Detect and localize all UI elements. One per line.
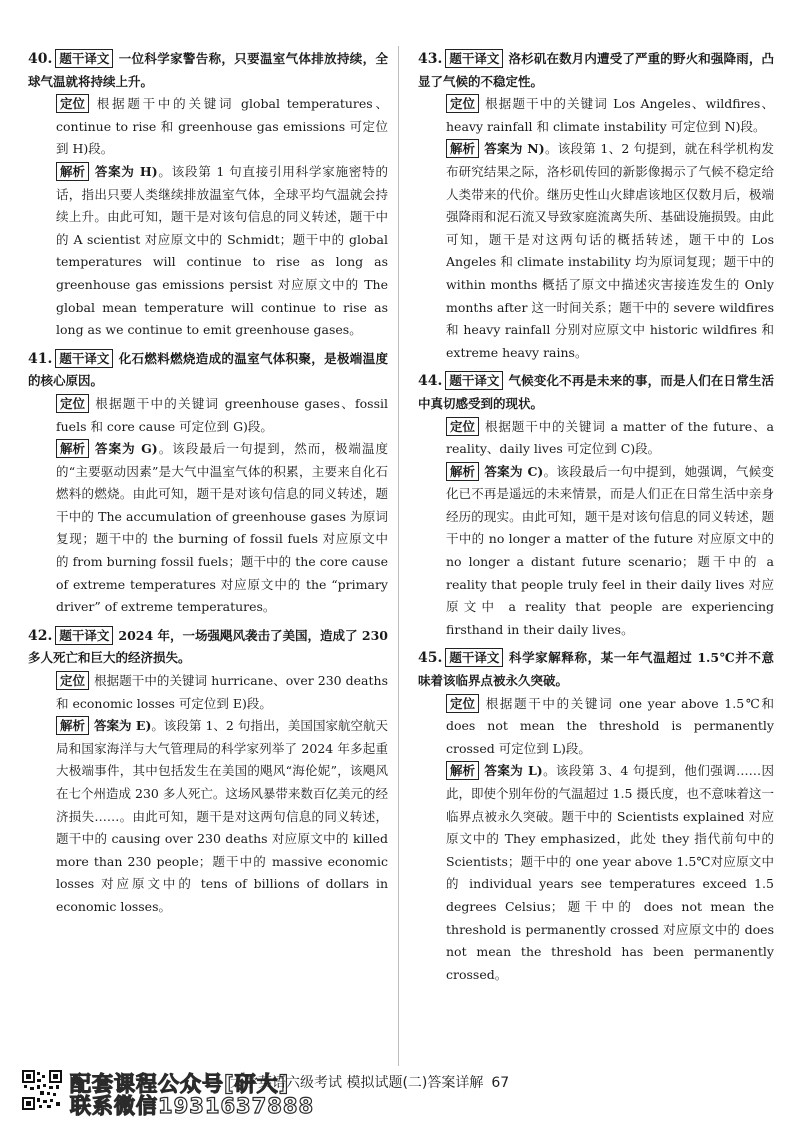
column-divider — [398, 46, 399, 1066]
locate-label-box: 定位 — [446, 94, 479, 113]
translation-label-box: 题干译文 — [55, 349, 113, 368]
locate-label-box: 定位 — [446, 417, 479, 436]
analysis-text: 。该段最后一句提到，然而，极端温度的“主要驱动因素”是大气中温室气体的积累，主要来自化石燃料的燃烧。由此可知，题干是对该句信息的同义转述，题干中的 The accumulation of greenhouse gases 为原词复现；题干中的 the burning of fossil fuels 对应原文中的 from burning fossil fuels；题干中的 the core cause of extreme temperatures 对应原文中的 the “primary driver” of extreme temperatures。 — [56, 441, 388, 615]
locate-text: 根据题干中的关键词 hurricane、over 230 deaths 和 economic losses 可定位到 E)段。 — [56, 673, 388, 711]
analysis-text: 。该段第 3、4 句提到，他们强调……因此，即使个别年份的气温超过 1.5 摄氏度，也不意味着这一临界点被永久突破。题干中的 Scientists explained 对应原文中的 They emphasized，此处 they 指代前句中的 Scientists；题干中的 one year above 1.5℃对应原文中的 individual years see temperatures exceed 1.5 degrees Celsius；题干中的 does not mean the threshold is permanently crossed 对应原文中的 does not mean the threshold has been permanently crossed。 — [446, 763, 774, 982]
page-footer — [0, 1062, 800, 1122]
answer-text: 答案为 G) — [94, 441, 158, 457]
right-column — [418, 48, 774, 992]
question-translation: 一位科学家警告称，只要温室气体排放持续，全球气温就将持续上升。 — [28, 51, 388, 89]
locate-label-box: 定位 — [56, 94, 89, 113]
locate-label-box: 定位 — [56, 671, 89, 690]
translation-label-box: 题干译文 — [445, 648, 503, 667]
question-item-40 — [28, 48, 388, 342]
answer-text: 答案为 C) — [484, 463, 544, 479]
running-title: 大学英语六级考试 模拟试题(二)答案详解 — [230, 1075, 484, 1091]
question-item-43 — [418, 48, 774, 364]
locate-text: 根据题干中的关键词 a matter of the future、a reality、daily lives 可定位到 C)段。 — [446, 418, 774, 457]
question-number: 45. — [418, 650, 443, 667]
question-item-42 — [28, 625, 388, 919]
analysis-label-box: 解析 — [446, 462, 479, 481]
question-item-45 — [418, 647, 774, 986]
answer-text: 答案为 E) — [94, 718, 152, 734]
question-translation: 科学家解释称，某一年气温超过 1.5℃并不意味着该临界点被永久突破。 — [418, 650, 774, 689]
locate-label-box: 定位 — [446, 694, 479, 713]
watermark-contact-text: 联系微信1931637888 — [70, 1094, 315, 1118]
analysis-label-box: 解析 — [56, 162, 89, 181]
locate-text: 根据题干中的关键词 global temperatures、continue to rise 和 greenhouse gas emissions 可定位到 H)段。 — [56, 96, 388, 157]
left-column — [28, 48, 388, 925]
question-item-44 — [418, 370, 774, 641]
locate-text: 根据题干中的关键词 greenhouse gases、fossil fuels 和 core cause 可定位到 G)段。 — [56, 395, 388, 434]
locate-text: 根据题干中的关键词 Los Angeles、wildfires、heavy rainfall 和 climate instability 可定位到 N)段。 — [446, 96, 774, 134]
watermark-text: 配套课程公众号[研大] — [70, 1072, 290, 1096]
translation-label-box: 题干译文 — [445, 371, 503, 390]
question-translation: 气候变化不再是未来的事，而是人们在日常生活中真切感受到的现状。 — [418, 373, 774, 411]
analysis-text: 。该段第 1、2 句指出，美国国家航空航天局和国家海洋与大气管理局的科学家列举了 2024 年多起重大极端事件，其中包括发生在美国的飓风“海伦妮”，该飓风在七个州造成 230 多人死亡。这场风暴带来数百亿美元的经济损失……。由此可知，题干是对这两句信息的同义转述，题干中的 causing over 230 deaths 对应原文中的 killed more than 230 people；题干中的 massive economic losses 对应原文中的 tens of billions of dollars in economic losses。 — [56, 718, 389, 914]
question-translation: 2024 年，一场强飓风袭击了美国，造成了 230 多人死亡和巨大的经济损失。 — [28, 627, 388, 666]
analysis-label-box: 解析 — [446, 761, 479, 780]
analysis-label-box: 解析 — [446, 139, 479, 158]
answer-text: 答案为 N) — [484, 141, 545, 157]
qr-code-icon — [22, 1070, 62, 1110]
translation-label-box: 题干译文 — [445, 49, 503, 68]
analysis-text: 。该段第 1、2 句提到，就在科学机构发布研究结果之际，洛杉矶传回的新影像揭示了气候不稳定给人类带来的代价。继历史性山火肆虐该地区仅数月后，极端强降雨和泥石流又导致家庭流离失所、基础设施损毁。由此可知，题干是对这两句话的概括转述，题干中的 Los Angeles 和 climate instability 均为原词复现；题干中的 within months 概括了原文中描述灾害接连发生的 Only months after 这一时间关系；题干中的 severe wildfires 和 heavy rainfall 分别对应原文中 historic wildfires 和 extreme heavy rains。 — [446, 141, 774, 360]
page-number: 67 — [491, 1075, 510, 1091]
translation-label-box: 题干译文 — [55, 626, 113, 645]
locate-label-box: 定位 — [56, 394, 89, 413]
analysis-text: 。该段最后一句中提到，她强调，气候变化已不再是遥远的未来情景，而是人们正在日常生活中亲身经历的现实。由此可知，题干是对该句信息的同义转述，题干中的 no longer a matter of the future 对应原文中的 no longer a distant future scenario；题干中的 a reality that people truly feel in their daily lives 对应原文中 a reality that people are experiencing firsthand in their daily lives。 — [446, 463, 774, 637]
question-item-41 — [28, 348, 388, 619]
question-number: 40. — [28, 51, 53, 67]
analysis-label-box: 解析 — [56, 716, 89, 735]
running-footer — [230, 1072, 509, 1092]
question-translation: 洛杉矶在数月内遭受了严重的野火和强降雨，凸显了气候的不稳定性。 — [418, 51, 774, 89]
analysis-label-box: 解析 — [56, 439, 89, 458]
question-translation: 化石燃料燃烧造成的温室气体积聚，是极端温度的核心原因。 — [28, 350, 388, 389]
question-number: 42. — [28, 627, 53, 644]
translation-label-box: 题干译文 — [55, 49, 113, 68]
answer-text: 答案为 H) — [94, 163, 158, 179]
question-number: 44. — [418, 373, 443, 390]
locate-text: 根据题干中的关键词 one year above 1.5℃和does not mean the threshold is permanently crossed 可定位到 L)段。 — [446, 695, 774, 756]
analysis-text: 。该段第 1 句直接引用科学家施密特的话，指出只要人类继续排放温室气体，全球平均气温就会持续上升。由此可知，题干是对该句信息的同义转述，题干中的 A scientist 对应原文中的 Schmidt；题干中的 global temperatures will continue to rise as long as greenhouse gas emissions persist 对应原文中的 The global mean temperature will continue to rise as long as we continue to emit greenhouse gases。 — [56, 163, 389, 338]
answer-text: 答案为 L) — [484, 763, 543, 779]
question-number: 41. — [28, 350, 53, 367]
question-number: 43. — [418, 51, 443, 67]
